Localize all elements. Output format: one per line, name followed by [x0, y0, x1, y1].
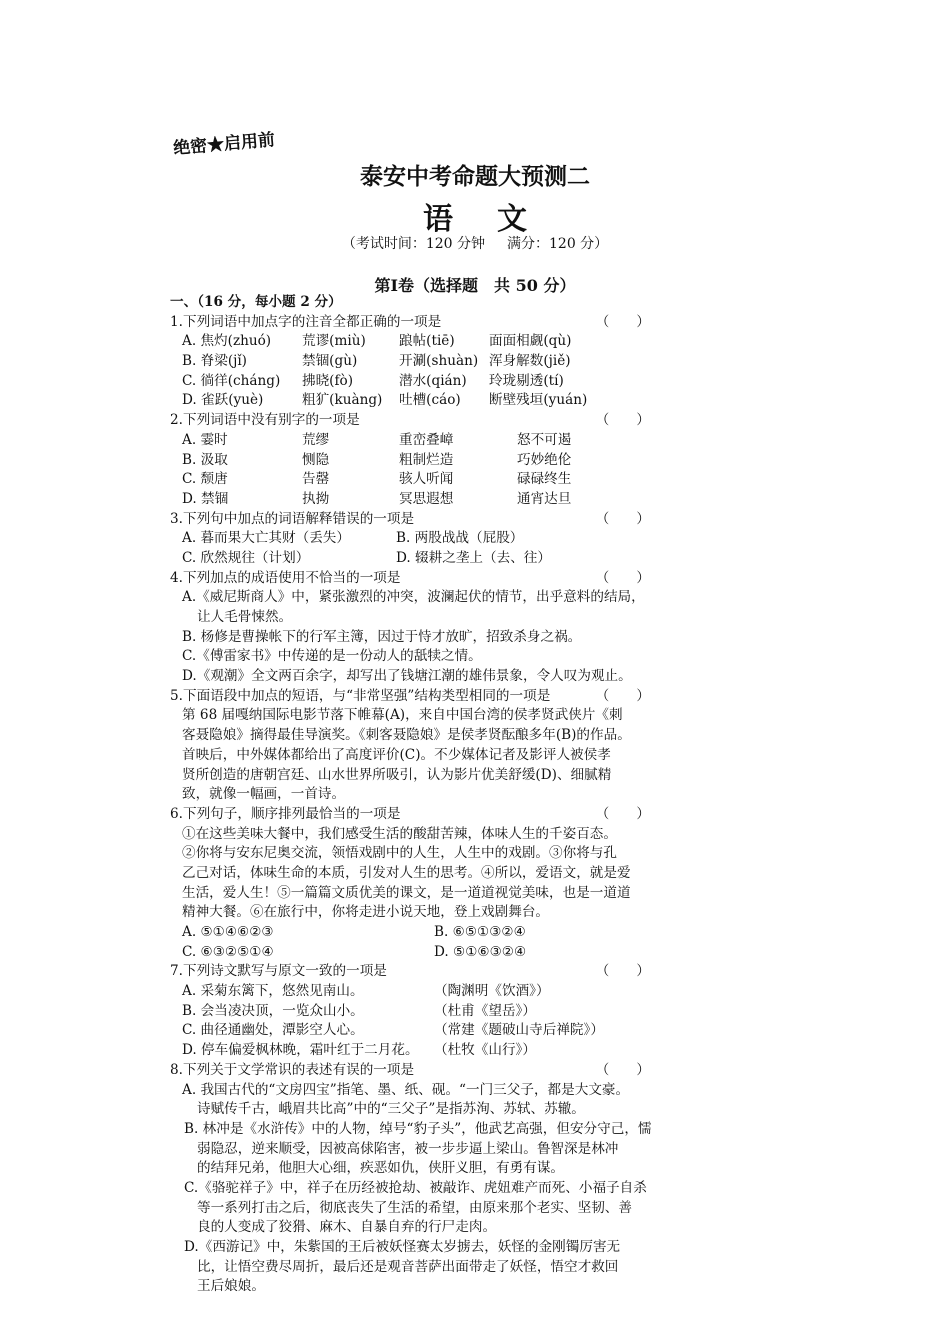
question-8-option-c-cont: 良的人变成了狡猾、麻木、自暴自弃的行尸走肉。: [197, 1219, 497, 1236]
question-6-text: 精神大餐。⑥在旅行中，你将走进小说天地，登上戏剧舞台。: [182, 904, 550, 921]
question-1-option: A. 焦灼(zhuó) 荒谬(miù) 踉帖(tiē) 面面相觑(qù): [182, 333, 572, 350]
question-4-option-c: C.《傅雷家书》中传递的是一份动人的舐犊之情。: [182, 648, 482, 665]
question-3-option: A. 暮而果大亡其财（丢失） B. 两股战战（屁股）: [182, 530, 524, 547]
section-title: 第Ⅰ卷（选择题 共 50 分）: [374, 276, 576, 295]
question-6-text: 乙己对话，体味生命的本质，引发对人生的思考。④所以，爱语文，就是爱: [182, 864, 631, 881]
question-8-option-b: B. 林冲是《水浒传》中的人物，绰号“豹子头”，他武艺高强，但安分守己，懦: [184, 1120, 652, 1137]
answer-blank: （ ）: [595, 510, 650, 527]
question-2-stem: 2.下列词语中没有别字的一项是 （ ）: [170, 411, 650, 431]
question-7-option: A. 采菊东篱下，悠然见南山。 （陶渊明《饮酒》）: [182, 983, 550, 1000]
question-8-option-c-cont: 等一系列打击之后，彻底丧失了生活的希望，由原来那个老实、坚韧、善: [197, 1199, 632, 1216]
question-8-option-a: A. 我国古代的“文房四宝”指笔、墨、纸、砚。“一门三父子，都是大文豪。: [182, 1081, 630, 1098]
question-8-option-b-cont: 的结拜兄弟，他胆大心细，疾恶如仇，侠肝义胆，有勇有谋。: [197, 1160, 565, 1177]
question-6-option: C. ⑥③②⑤①④ D. ⑤①⑥③②④: [182, 943, 527, 960]
question-5-text: 客聂隐娘》摘得最佳导演奖。《刺客聂隐娘》是侯孝贤酝酿多年(B)的作品。: [182, 727, 631, 744]
answer-blank: （ ）: [595, 569, 650, 586]
question-6-option: A. ⑤①④⑥②③ B. ⑥⑤①③②④: [182, 924, 526, 940]
question-6-text: ①在这些美味大餐中，我们感受生活的酸甜苦辣，体味人生的千姿百态。: [182, 825, 617, 842]
question-7-option: D. 停车偏爱枫林晚，霜叶红于二月花。 （杜牧《山行》）: [182, 1042, 536, 1059]
question-7-option: C. 曲径通幽处，潭影空人心。 （常建《题破山寺后禅院》）: [182, 1022, 604, 1039]
question-4-stem: 4.下列加点的成语使用不恰当的一项是 （ ）: [170, 569, 650, 589]
question-1-option: C. 徜徉(cháng) 拂晓(fò) 潜水(qián) 玲珑剔透(tí): [182, 372, 564, 389]
question-2-option: B. 汲取 恻隐 粗制烂造 巧妙绝伦: [182, 451, 572, 468]
questions: [170, 293, 650, 1297]
question-5-text: 首映后，中外媒体都给出了高度评价(C)。不少媒体记者及影评人被侯孝: [182, 746, 611, 763]
question-7-option: B. 会当凌决顶，一览众山小。 （杜甫《望岳》）: [182, 1002, 536, 1019]
question-2-option: C. 颓唐 告罄 骇人听闻 碌碌终生: [182, 471, 572, 488]
question-5-stem: 5.下面语段中加点的短语，与“非常坚强”结构类型相同的一项是 （ ）: [170, 687, 650, 707]
question-7-stem: 7.下列诗文默写与原文一致的一项是 （ ）: [170, 962, 650, 982]
exam-time: （考试时间：120 分钟: [341, 236, 485, 252]
question-8-stem: 8.下列关于文学常识的表述有误的一项是 （ ）: [170, 1061, 650, 1081]
answer-blank: （ ）: [595, 1061, 650, 1078]
question-6-stem: 6.下列句子，顺序排列最恰当的一项是 （ ）: [170, 805, 650, 825]
question-3-stem: 3.下列句中加点的词语解释错误的一项是 （ ）: [170, 510, 650, 530]
question-4-option-a-cont: 让人毛骨悚然。: [197, 609, 293, 625]
question-8-option-d-cont: 比，让悟空费尽周折，最后还是观音菩萨出面带走了妖怪，悟空才救回: [197, 1258, 619, 1275]
answer-blank: （ ）: [595, 963, 650, 980]
question-1-option: B. 脊梁(jǐ) 禁锢(gù) 开涮(shuàn) 浑身解数(jiě): [182, 353, 571, 370]
question-8-option-a-cont: 诗赋传千古，峨眉共比高”中的“三父子”是指苏洵、苏轼、苏辙。: [197, 1101, 585, 1118]
answer-blank: （ ）: [595, 687, 650, 704]
exam-title: 泰安中考命题大预测二: [360, 163, 590, 190]
question-4-option-d: D.《观潮》全文两百余字，却写出了钱塘江潮的雄伟景象，令人叹为观止。: [182, 668, 632, 685]
question-5-text: 致，就像一幅画，一首诗。: [182, 786, 346, 803]
question-6-text: 生活，爱人生！⑤一篇篇文质优美的课文，是一道道视觉美味，也是一道道: [182, 884, 631, 901]
question-2-option: D. 禁锢 执拗 冥思遐想 通宵达旦: [182, 490, 572, 507]
exam-score: 满分：120 分）: [507, 236, 609, 252]
answer-blank: （ ）: [595, 805, 650, 822]
part-heading: 一、（16 分，每小题 2 分）: [170, 294, 342, 310]
question-4-option-a: A.《威尼斯商人》中，紧张激烈的冲突，波澜起伏的情节，出乎意料的结局，: [182, 589, 645, 606]
question-8-option-d-cont: 王后娘娘。: [197, 1278, 265, 1295]
question-1-stem: 1.下列词语中加点字的注音全都正确的一项是 （ ）: [170, 313, 650, 333]
question-8-option-c: C.《骆驼祥子》中，祥子在历经被抢劫、被敲诈、虎妞难产而死、小福子自杀: [184, 1179, 647, 1196]
question-5-text: 贤所创造的唐朝宫廷、山水世界所吸引，认为影片优美舒缓(D)、细腻精: [182, 766, 612, 783]
question-2-option: A. 霎时 荒缪 重峦叠嶂 怒不可遏: [182, 431, 572, 448]
question-5-text: 第 68 届嘎纳国际电影节落下帷幕(A)，来自中国台湾的侯孝贤武侠片《刺: [182, 707, 623, 724]
confidential-mark: 绝密★启用前: [172, 130, 276, 159]
question-3-option: C. 欣然规往（计划） D. 辍耕之垄上（去、往）: [182, 549, 551, 566]
question-4-option-b: B. 杨修是曹操帐下的行军主簿，因过于恃才放旷，招致杀身之祸。: [182, 628, 582, 645]
exam-info: [0, 233, 950, 253]
answer-blank: （ ）: [595, 313, 650, 330]
question-6-text: ②你将与安东尼奥交流，领悟戏剧中的人生，人生中的戏剧。③你将与孔: [182, 845, 617, 862]
question-1-option: D. 雀跃(yuè) 粗犷(kuàng) 吐槽(cáo) 断壁残垣(yuán): [182, 392, 588, 409]
answer-blank: （ ）: [595, 412, 650, 429]
question-8-option-b-cont: 弱隐忍，逆来顺受，因被高俅陷害，被一步步逼上梁山。鲁智深是林冲: [197, 1140, 619, 1157]
question-8-option-d: D.《西游记》中，朱紫国的王后被妖怪赛太岁掳去，妖怪的金刚镯厉害无: [184, 1239, 621, 1255]
subject-title: 语文: [423, 202, 571, 237]
